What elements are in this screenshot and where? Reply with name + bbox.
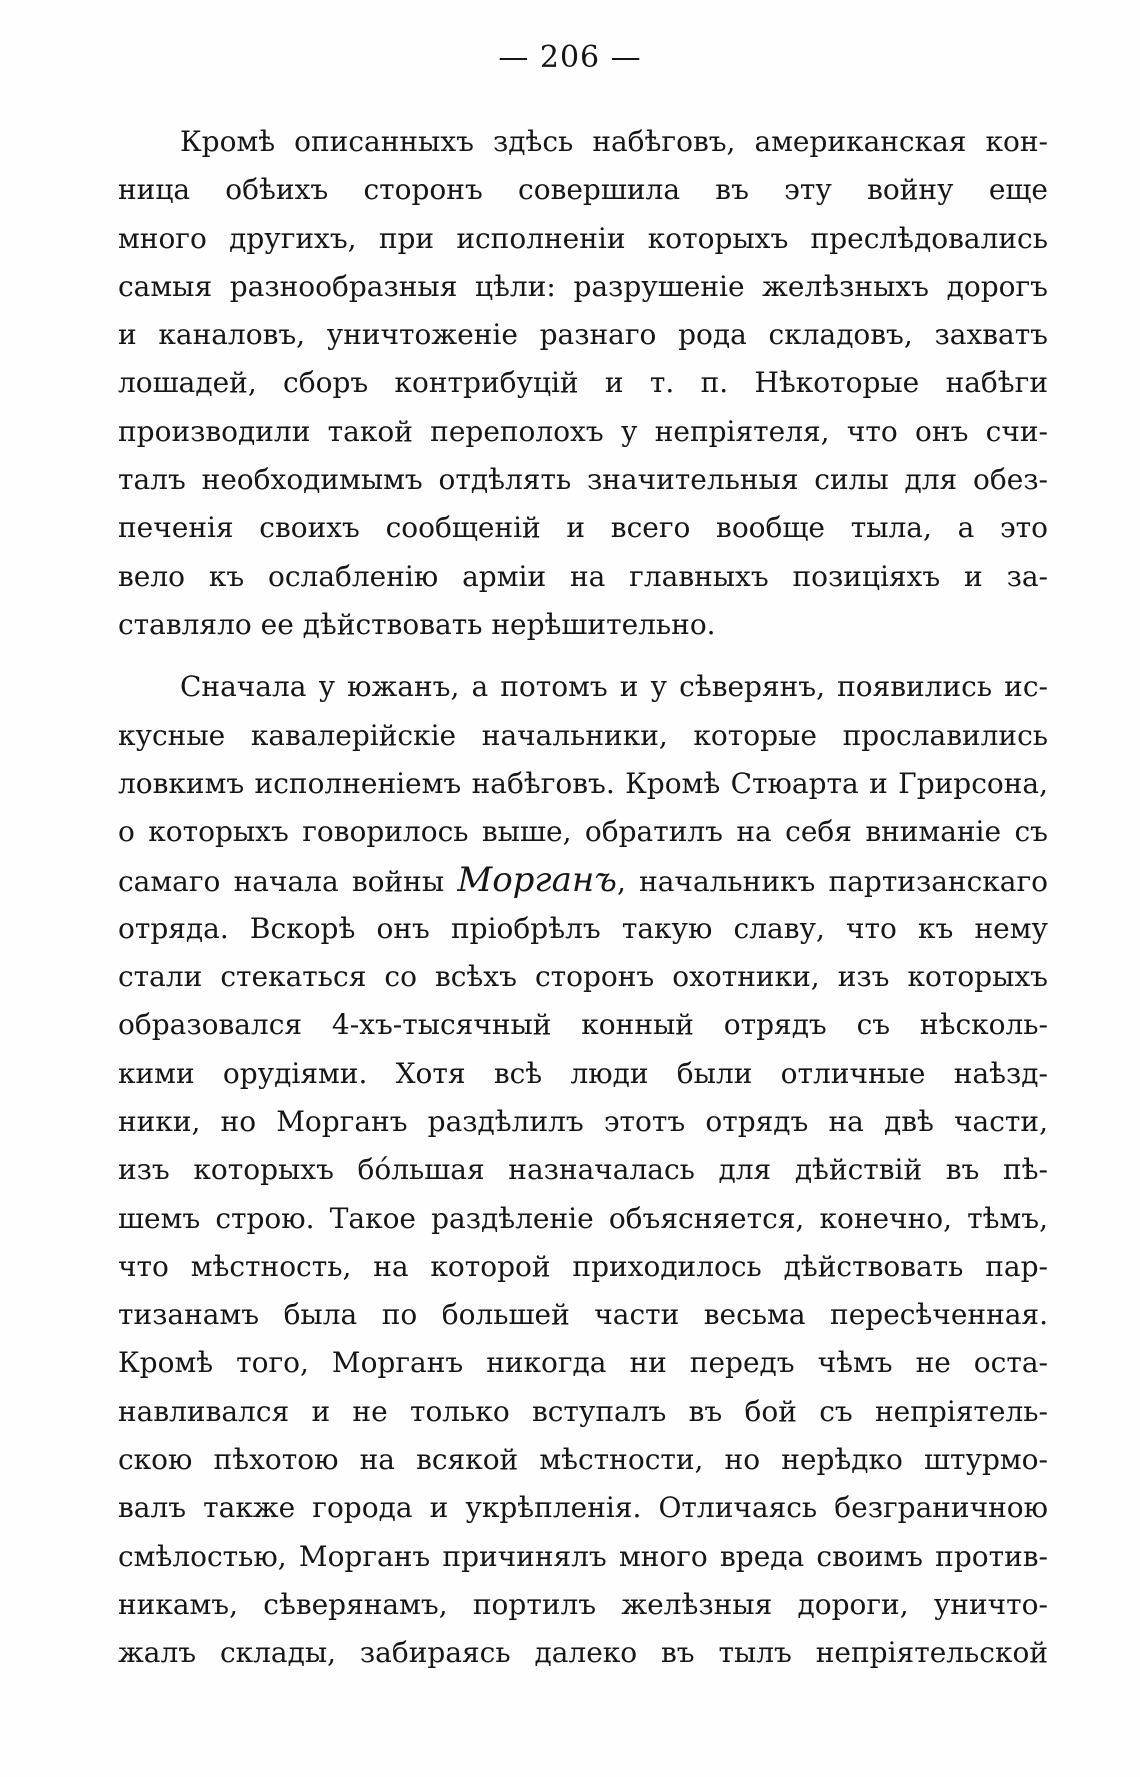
text-line: и каналовъ, уничтоженіе разнаго рода складовъ, захватъ: [118, 318, 1048, 352]
text-line: вело къ ослабленію арміи на главныхъ позиціяхъ и за-: [118, 559, 1048, 593]
text-fragment: , начальникъ партизанскаго: [616, 865, 1048, 899]
text-line: о которыхъ говорилось выше, обратилъ на себя вниманіе съ: [118, 815, 1048, 849]
text-line: стали стекаться со всѣхъ сторонъ охотники, изъ которыхъ: [118, 960, 1048, 994]
text-line: скою пѣхотою на всякой мѣстности, но нерѣдко штурмо-: [118, 1443, 1048, 1477]
text-line-with-name: [118, 856, 1048, 904]
text-line: никамъ, сѣверянамъ, портилъ желѣзныя дороги, уничто-: [118, 1587, 1048, 1621]
text-line: ники, но Морганъ раздѣлилъ этотъ отрядъ на двѣ части,: [118, 1104, 1048, 1138]
text-line: ловкимъ исполненіемъ набѣговъ. Кромѣ Стюарта и Грирсона,: [118, 766, 1048, 800]
text-line: самыя разнообразныя цѣли: разрушеніе желѣзныхъ дорогъ: [118, 269, 1048, 303]
italic-name: Морганъ: [457, 860, 617, 901]
text-line: шемъ строю. Такое раздѣленіе объясняется, конечно, тѣмъ,: [118, 1201, 1048, 1235]
body-text: [118, 118, 1048, 1678]
text-line: навливался и не только вступалъ въ бой съ непріятель-: [118, 1394, 1048, 1428]
text-line: смѣлостью, Морганъ причинялъ много вреда своимъ против-: [118, 1539, 1048, 1573]
text-line: отряда. Вскорѣ онъ пріобрѣлъ такую славу, что къ нему: [118, 911, 1048, 945]
text-line: Сначала у южанъ, а потомъ и у сѣверянъ, появились ис-: [180, 670, 1048, 704]
text-line: Кромѣ того, Морганъ никогда ни передъ чѣмъ не оста-: [118, 1346, 1048, 1380]
text-line: печенія своихъ сообщеній и всего вообще тыла, а это: [118, 511, 1048, 545]
paragraph-gap: [118, 649, 1048, 663]
text-fragment: самаго начала войны: [118, 865, 445, 899]
paragraph-1: [118, 118, 1048, 649]
text-line: много другихъ, при исполненіи которыхъ преслѣдовались: [118, 221, 1048, 255]
text-line: валъ также города и укрѣпленія. Отличаясь безграничною: [118, 1491, 1048, 1525]
paragraph-2: [118, 663, 1048, 1677]
text-line: что мѣстность, на которой приходилось дѣйствовать пар-: [118, 1249, 1048, 1283]
text-line: изъ которыхъ бо́льшая назначалась для дѣйствій въ пѣ-: [118, 1153, 1048, 1187]
text-line: кими орудіями. Хотя всѣ люди были отличные наѣзд-: [118, 1056, 1048, 1090]
text-line: образовался 4-хъ-тысячный конный отрядъ съ нѣсколь-: [118, 1008, 1048, 1042]
text-line: ставляло ее дѣйствовать нерѣшительно.: [118, 607, 716, 641]
text-line: ница обѣихъ сторонъ совершила въ эту войну еще: [118, 173, 1048, 207]
text-line: Кромѣ описанныхъ здѣсь набѣговъ, американская кон-: [180, 125, 1048, 158]
page-number: — 206 —: [498, 40, 642, 75]
text-line: лошадей, сборъ контрибуцій и т. п. Нѣкоторые набѣги: [118, 366, 1048, 400]
text-line: производили такой переполохъ у непріятеля, что онъ счи-: [118, 414, 1048, 448]
text-line: талъ необходимымъ отдѣлять значительныя силы для обез-: [118, 463, 1048, 497]
text-line: тизанамъ была по большей части весьма пересѣченная.: [118, 1298, 1048, 1332]
text-line: кусные кавалерійскіе начальники, которые прославились: [118, 718, 1048, 752]
text-line: жалъ склады, забираясь далеко въ тылъ непріятельской: [118, 1636, 1048, 1670]
